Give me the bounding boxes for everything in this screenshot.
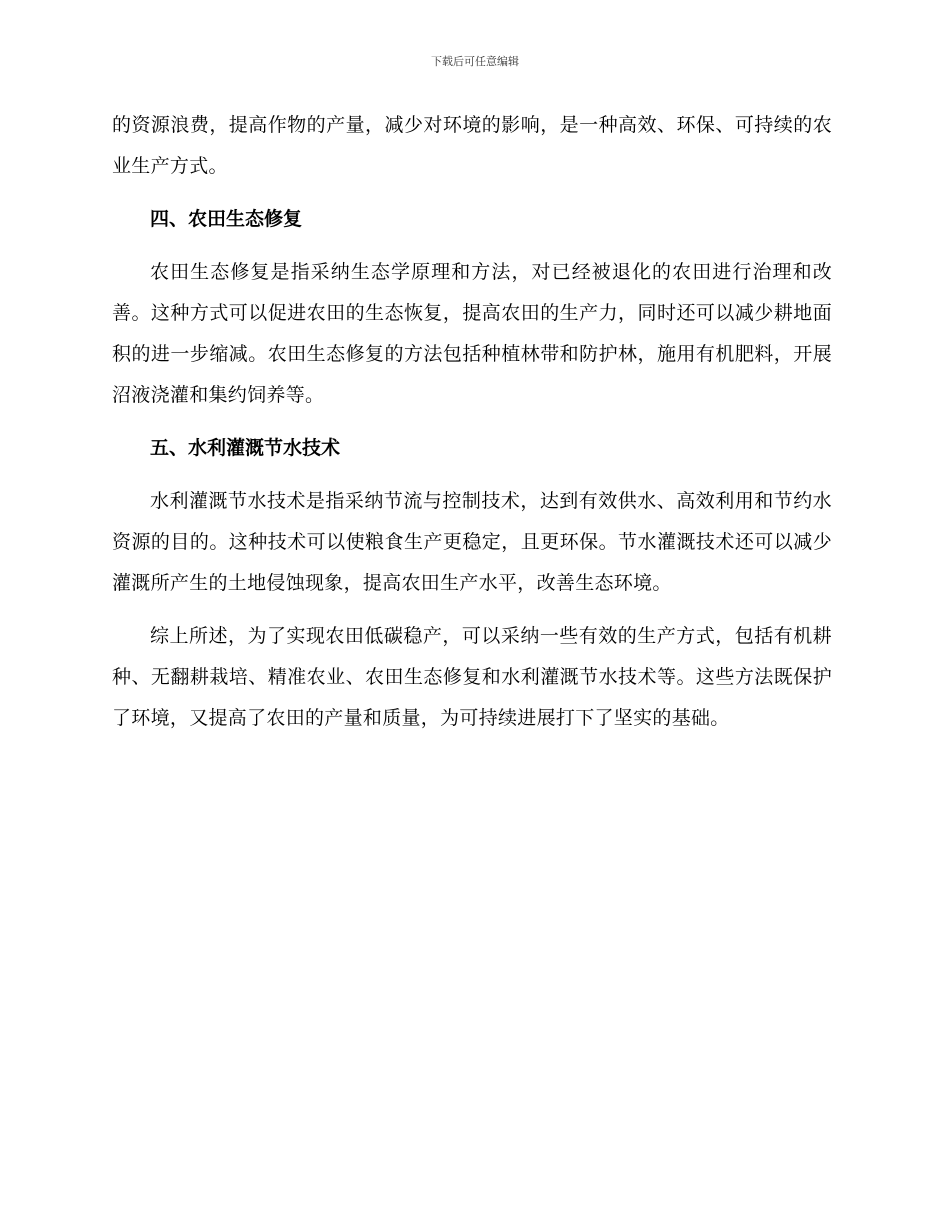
- paragraph-section-4: 农田生态修复是指采纳生态学原理和方法，对已经被退化的农田进行治理和改善。这种方式可以促进农田的生态恢复，提高农田的生产力，同时还可以减少耕地面积的进一步缩减。农田生态修复的方法包括种植林带和防护林，施用有机肥料，开展沼液浇灌和集约饲养等。: [112, 261, 832, 406]
- page-header: 下载后可任意编辑: [431, 55, 519, 68]
- section-heading-5: 五、水利灌溉节水技术: [150, 437, 341, 459]
- paragraph-conclusion: 综上所述，为了实现农田低碳稳产，可以采纳一些有效的生产方式，包括有机耕种、无翻耕栽培、精准农业、农田生态修复和水利灌溉节水技术等。这些方法既保护了环境，又提高了农田的产量和质量，为可持续进展打下了坚实的基础。: [112, 625, 832, 729]
- document-body: [112, 105, 832, 739]
- section-heading-4: 四、农田生态修复: [150, 208, 303, 230]
- paragraph-section-5: 水利灌溉节水技术是指采纳节流与控制技术，达到有效供水、高效利用和节约水资源的目的。这种技术可以使粮食生产更稳定，且更环保。节水灌溉技术还可以减少灌溉所产生的土地侵蚀现象，提高农田生产水平，改善生态环境。: [112, 490, 832, 594]
- paragraph-continued: 的资源浪费，提高作物的产量，减少对环境的影响，是一种高效、环保、可持续的农业生产方式。: [112, 114, 832, 177]
